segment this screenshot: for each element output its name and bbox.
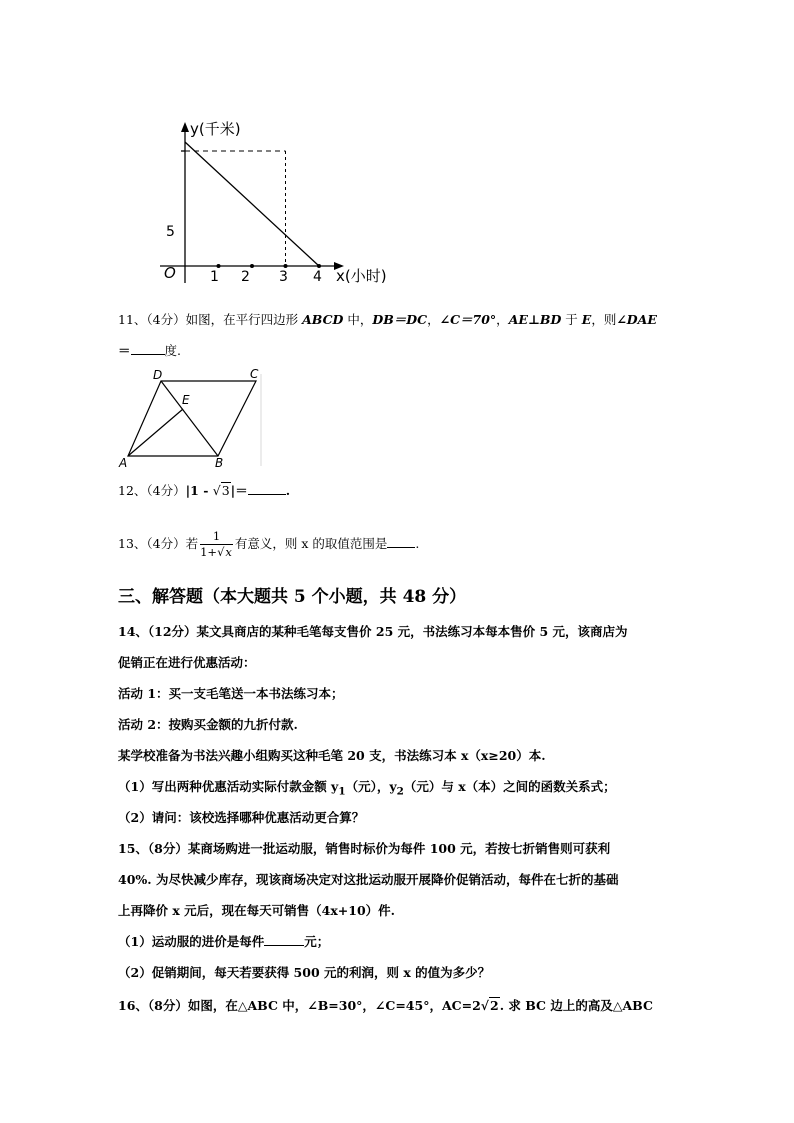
vertex-label-c: C	[250, 367, 259, 381]
question-16-line-1	[118, 997, 678, 1015]
q11-text: ，则	[591, 312, 617, 327]
segment-ae	[128, 409, 183, 456]
x-tick-dot-4	[317, 264, 321, 268]
q12-suffix: .	[285, 483, 291, 498]
distance-time-graph	[150, 118, 410, 293]
question-14-line-7: （2）请问：该校选择哪种优惠活动更合算？	[118, 810, 365, 825]
q16-text: 16、（8分）如图，在△ABC 中，∠B=30°，∠C=45°，AC=2	[118, 998, 481, 1013]
question-15-line-5: （2）促销期间，每天若要获得 500 元的利润，则 x 的值为多少？	[118, 965, 491, 980]
q11-suffix: 度.	[164, 343, 181, 358]
q12-expr-start: |1 -	[185, 483, 213, 498]
q11-ae-bd: AE⊥BD	[508, 312, 562, 327]
q15-part1-text: （1）运动服的进价是每件	[118, 934, 265, 949]
vertex-label-b: B	[215, 456, 224, 470]
sqrt-symbol: √	[212, 483, 221, 498]
q11-text: ，	[496, 312, 509, 327]
parallelogram-figure	[116, 366, 266, 470]
q14-part1-text: （1）写出两种优惠活动实际付款金额 y	[118, 779, 339, 794]
y-tick-label: 5	[166, 224, 175, 240]
q14-part1-text: （元）与 x（本）之间的函数关系式；	[403, 779, 616, 794]
question-15-line-3: 上再降价 x 元后，现在每天可销售（4x+10）件.	[118, 903, 396, 918]
q11-answer-blank[interactable]	[131, 342, 165, 355]
question-11-line-2	[118, 342, 678, 360]
q13-fraction	[200, 529, 233, 560]
q14-subscript-2: 2	[396, 785, 404, 798]
question-14-line-4: 活动 2：按购买金额的九折付款.	[118, 717, 298, 732]
x-tick-dot-2	[250, 264, 254, 268]
origin-label: O	[164, 264, 176, 282]
point-label-e: E	[182, 393, 190, 407]
q13-prefix: 13、（4分）若	[118, 536, 199, 551]
y-axis-label: y(千米)	[190, 120, 241, 138]
x-tick-label-3: 3	[279, 269, 288, 285]
vertex-label-d: D	[153, 368, 163, 382]
x-tick-dot-3	[284, 264, 288, 268]
q11-text: ，	[427, 312, 440, 327]
x-tick-dot-1	[217, 264, 221, 268]
q13-suffix: 有意义，则 x 的取值范围是	[234, 536, 388, 551]
x-tick-label-2: 2	[241, 269, 250, 285]
question-14-line-5: 某学校准备为书法兴趣小组购买这种毛笔 20 支，书法练习本 x（x≥20）本.	[118, 748, 546, 763]
question-13	[118, 524, 678, 564]
question-15-line-2: 40%. 为尽快减少库存，现该商场决定对这批运动服开展降价促销活动，每件在七折的基础	[118, 872, 619, 887]
q12-expr-end: |＝	[230, 483, 248, 498]
question-11-line-1	[118, 311, 678, 329]
x-axis-label: x(小时)	[336, 267, 387, 285]
q11-angle-c: ∠C＝70°	[439, 312, 497, 327]
question-15-line-4	[118, 933, 678, 951]
x-tick-label-1: 1	[210, 269, 219, 285]
q13-end: .	[415, 536, 420, 551]
q11-prefix: 11、（4分）如图，在平行四边形	[118, 312, 303, 327]
q11-angle-dae: ∠DAE	[616, 312, 657, 327]
question-14-line-1: 14、（12分）某文具商店的某种毛笔每支售价 25 元，书法练习本每本售价 5 元，该商店为	[118, 624, 628, 639]
question-14-line-6	[118, 778, 678, 801]
q16-radicand: 2	[490, 998, 499, 1013]
q13-den-radicand: x	[225, 545, 232, 559]
question-15-line-1: 15、（8分）某商场购进一批运动服，销售时标价为每件 100 元，若按七折销售则可获利	[118, 841, 611, 856]
q15-answer-blank[interactable]	[264, 933, 304, 946]
sqrt-symbol: √	[217, 545, 225, 559]
q13-denominator	[200, 545, 233, 560]
section-3-heading: 三、解答题（本大题共 5 个小题，共 48 分）	[118, 587, 467, 607]
y-axis-arrow	[181, 122, 189, 132]
question-14-line-3: 活动 1：买一支毛笔送一本书法练习本；	[118, 686, 344, 701]
question-12	[118, 482, 678, 500]
q12-answer-blank[interactable]	[248, 482, 286, 495]
q11-text: 于	[561, 312, 582, 327]
q14-part1-text: （元），y	[345, 779, 397, 794]
x-tick-label-4: 4	[313, 269, 322, 285]
q11-text: 中，	[343, 312, 373, 327]
q11-e: E	[581, 312, 592, 327]
q16-text: . 求 BC 边上的高及△ABC	[499, 998, 653, 1013]
vertex-label-a: A	[119, 456, 128, 470]
q12-prefix: 12、（4分）	[118, 483, 186, 498]
q11-equals: ＝	[118, 343, 131, 358]
q13-den-start: 1+	[200, 545, 218, 559]
sqrt-symbol: √	[480, 998, 489, 1013]
q14-subscript-1: 1	[338, 785, 346, 798]
q12-radicand: 3	[221, 483, 230, 498]
q11-abcd: ABCD	[302, 312, 344, 327]
q15-part1-suffix: 元；	[304, 934, 330, 949]
q11-db-dc: DB＝DC	[372, 312, 428, 327]
question-14-line-2: 促销正在进行优惠活动：	[118, 655, 256, 670]
parallelogram-abcd	[128, 381, 256, 456]
function-line	[185, 142, 319, 266]
q13-answer-blank[interactable]	[387, 535, 415, 548]
q13-numerator: 1	[200, 529, 233, 545]
